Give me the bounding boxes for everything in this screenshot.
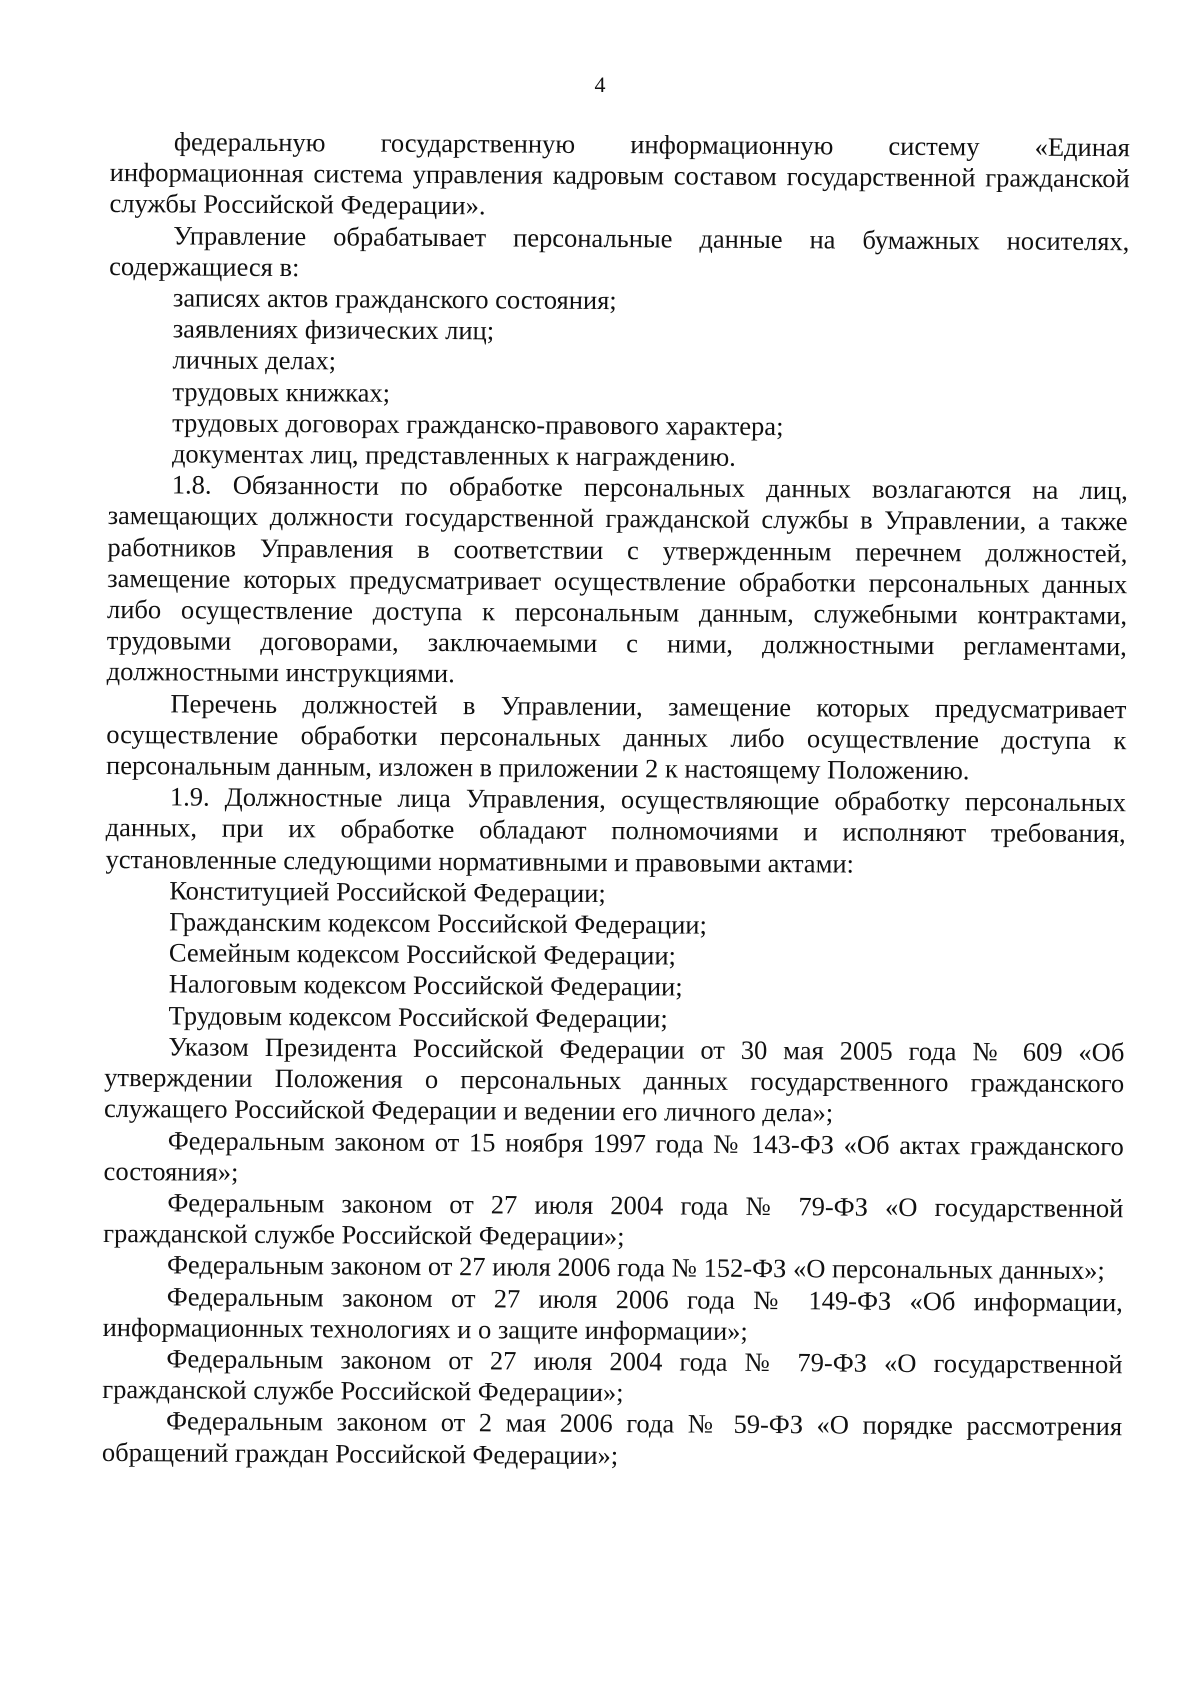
- list-item-law-152: Федеральным законом от 27 июля 2006 года № 152-ФЗ «О персональных данных»;: [166, 1249, 1105, 1286]
- list-item-law-79: Федеральным законом от 27 июля 2004 года № 79-ФЗ «О государственной гражданской службе Российской Федерации»;: [103, 1187, 1124, 1252]
- paragraph-1-9: 1.9. Должностные лица Управления, осуществляющие обработку персональных данных, при их обработке обладают полномочиями и исполняют требования, установленные следующими нормативными и правовыми актами:: [105, 781, 1126, 879]
- list-item-law-79-repeat: Федеральным законом от 27 июля 2004 года № 79-ФЗ «О государственной гражданской службе Российской Федерации»;: [102, 1343, 1123, 1408]
- document-body: [102, 126, 1130, 1474]
- paragraph-gis-system: федеральную государственную информационную систему «Единая информационная система управления кадровым составом государственной гражданской службы Российской Федерации».: [109, 126, 1130, 221]
- paragraph-1-8: 1.8. Обязанности по обработке персональных данных возлагаются на лиц, замещающих должности государственной гражданской службы в Управлении, а также работников Управления в соответствии с утвержденным перечнем должностей, замещение которых предусматривает осуществление обработки персональных данных либо осуществление доступа к персональным данным, служебными контрактами, трудовыми договорами, заключаемыми с ними, должностными регламентами, должностными инструкциями.: [106, 469, 1128, 689]
- page-number: 4: [594, 72, 606, 97]
- list-item-award-documents: документах лиц, представленных к награждению.: [171, 438, 736, 472]
- list-item-civil-contracts: трудовых договорах гражданско-правового характера;: [172, 407, 784, 441]
- list-item-law-149: Федеральным законом от 27 июля 2006 года № 149-ФЗ «Об информации, информационных технологиях и о защите информации»;: [102, 1280, 1123, 1346]
- list-item-civil-records: записях актов гражданского состояния;: [172, 282, 617, 316]
- list-item-work-books: трудовых книжках;: [172, 376, 391, 408]
- list-item-law-59: Федеральным законом от 2 мая 2006 года № 59-ФЗ «О порядке рассмотрения обращений граждан Российской Федерации»;: [101, 1405, 1123, 1470]
- list-item-law-143: Федеральным законом от 15 ноября 1997 года № 143-ФЗ «Об актах гражданского состояния»;: [103, 1124, 1124, 1187]
- list-item-family-code: Семейным кодексом Российской Федерации;: [168, 937, 677, 971]
- paragraph-positions-list: Перечень должностей в Управлении, замещение которых предусматривает осуществление обработки персональных данных либо осуществление доступа к персональным данным, изложен в приложении 2 к настоящему Положению.: [106, 688, 1127, 786]
- list-item-labor-code: Трудовым кодексом Российской Федерации;: [168, 1000, 668, 1034]
- list-item-civil-code: Гражданским кодексом Российской Федерации;: [169, 906, 707, 940]
- list-item-constitution: Конституцией Российской Федерации;: [169, 875, 606, 908]
- list-item-personal-files: личных делах;: [172, 344, 337, 376]
- list-item-applications: заявлениях физических лиц;: [172, 313, 495, 346]
- paragraph-paper-media-intro: Управление обрабатывает персональные данные на бумажных носителях, содержащиеся в:: [109, 219, 1130, 282]
- list-item-decree-609: Указом Президента Российской Федерации от 30 мая 2005 года № 609 «Об утверждении Положения о персональных данных государственного гражданского служащего Российской Федерации и ведении его личного дела»;: [103, 1031, 1125, 1128]
- list-item-tax-code: Налоговым кодексом Российской Федерации;: [168, 968, 683, 1002]
